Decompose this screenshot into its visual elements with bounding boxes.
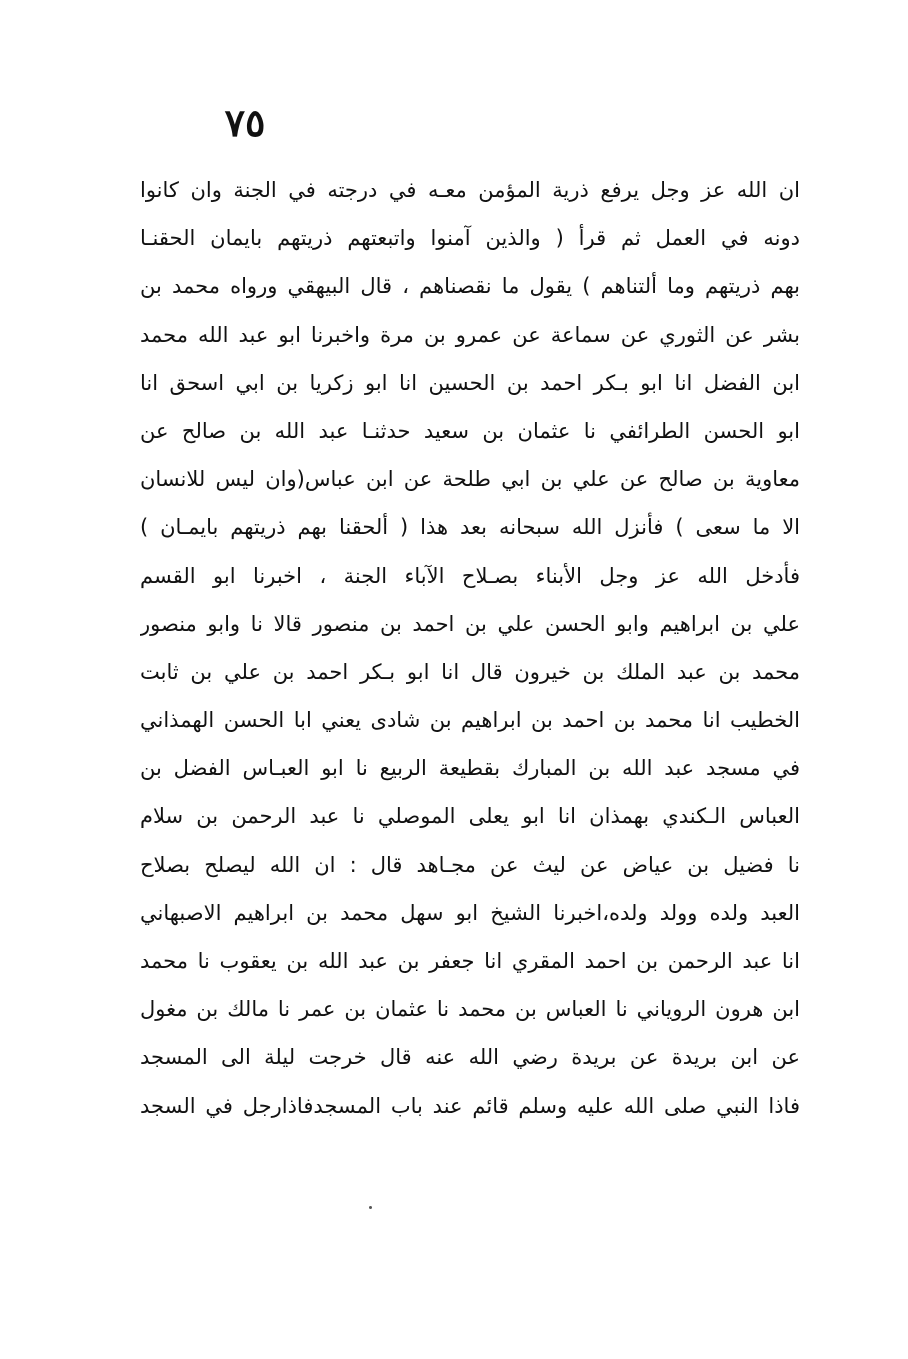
text-line: ابو الحسن الطرائفي نا عثمان بن سعيد حدثنـا عبد الله بن صالح عن: [140, 418, 800, 443]
text-line: معاوية بن صالح عن علي بن ابي طلحة عن ابن عباس(وان ليس للانسان: [140, 467, 800, 492]
text-line: الا ما سعى ) فأنزل الله سبحانه بعد هذا ( ألحقنا بهم ذريتهم بايمـان ): [140, 515, 800, 540]
text-line: نا فضيل بن عياض عن ليث عن مجـاهد قال : ان الله ليصلح بصلاح: [140, 852, 800, 877]
text-line: فاذا النبي صلى الله عليه وسلم قائم عند باب المسجدفاذارجل في السجد: [140, 1093, 800, 1118]
text-line: عن ابن بريدة عن بريدة رضي الله عنه قال خرجت ليلة الى المسجد: [140, 1045, 800, 1070]
text-line: علي بن ابراهيم وابو الحسن علي بن احمد بن منصور قالا نا وابو منصور: [140, 611, 800, 636]
text-line: انا عبد الرحمن بن احمد المقري انا جعفر بن عبد الله بن يعقوب نا محمد: [140, 949, 800, 973]
text-line: ابن الفضل انا ابو بـكر احمد بن الحسين انا ابو زكريا بن ابي اسحق انا: [140, 370, 800, 395]
scan-speck: [369, 1206, 372, 1209]
text-line: بهم ذريتهم وما ألتناهم ) يقول ما نقصناهم ، قال البيهقي ورواه محمد بن: [140, 274, 800, 299]
text-line: محمد بن عبد الملك بن خيرون قال انا ابو بـكر احمد بن علي بن ثابت: [140, 659, 800, 684]
text-line: العبد ولده وولد ولده،اخبرنا الشيخ ابو سهل محمد بن ابراهيم الاصبهاني: [140, 900, 800, 925]
page-number: ٧٥: [224, 100, 266, 145]
text-line: بشر عن الثوري عن سماعة عن عمرو بن مرة واخبرنا ابو عبد الله محمد: [140, 322, 800, 347]
text-line: فأدخل الله عز وجل الأبناء بصـلاح الآباء الجنة ، اخبرنا ابو القسم: [140, 563, 800, 588]
text-line: العباس الـكندي بهمذان انا ابو يعلى الموصلي نا عبد الرحمن بن سلام: [140, 804, 800, 829]
text-line: في مسجد عبد الله بن المبارك بقطيعة الربيع نا ابو العبـاس الفضل بن: [140, 756, 800, 781]
text-line: الخطيب انا محمد بن احمد بن ابراهيم بن شادى يعني ابا الحسن الهمذاني: [140, 708, 800, 733]
body-text: [140, 166, 800, 1130]
text-line: دونه في العمل ثم قرأ ( والذين آمنوا واتبعتهم ذريتهم بايمان الحقنـا: [140, 226, 800, 251]
text-line: ابن هرون الروياني نا العباس بن محمد نا عثمان بن عمر نا مالك بن مغول: [140, 997, 800, 1022]
text-line: ان الله عز وجل يرفع ذرية المؤمن معـه في درجته في الجنة وان كانوا: [140, 178, 800, 202]
